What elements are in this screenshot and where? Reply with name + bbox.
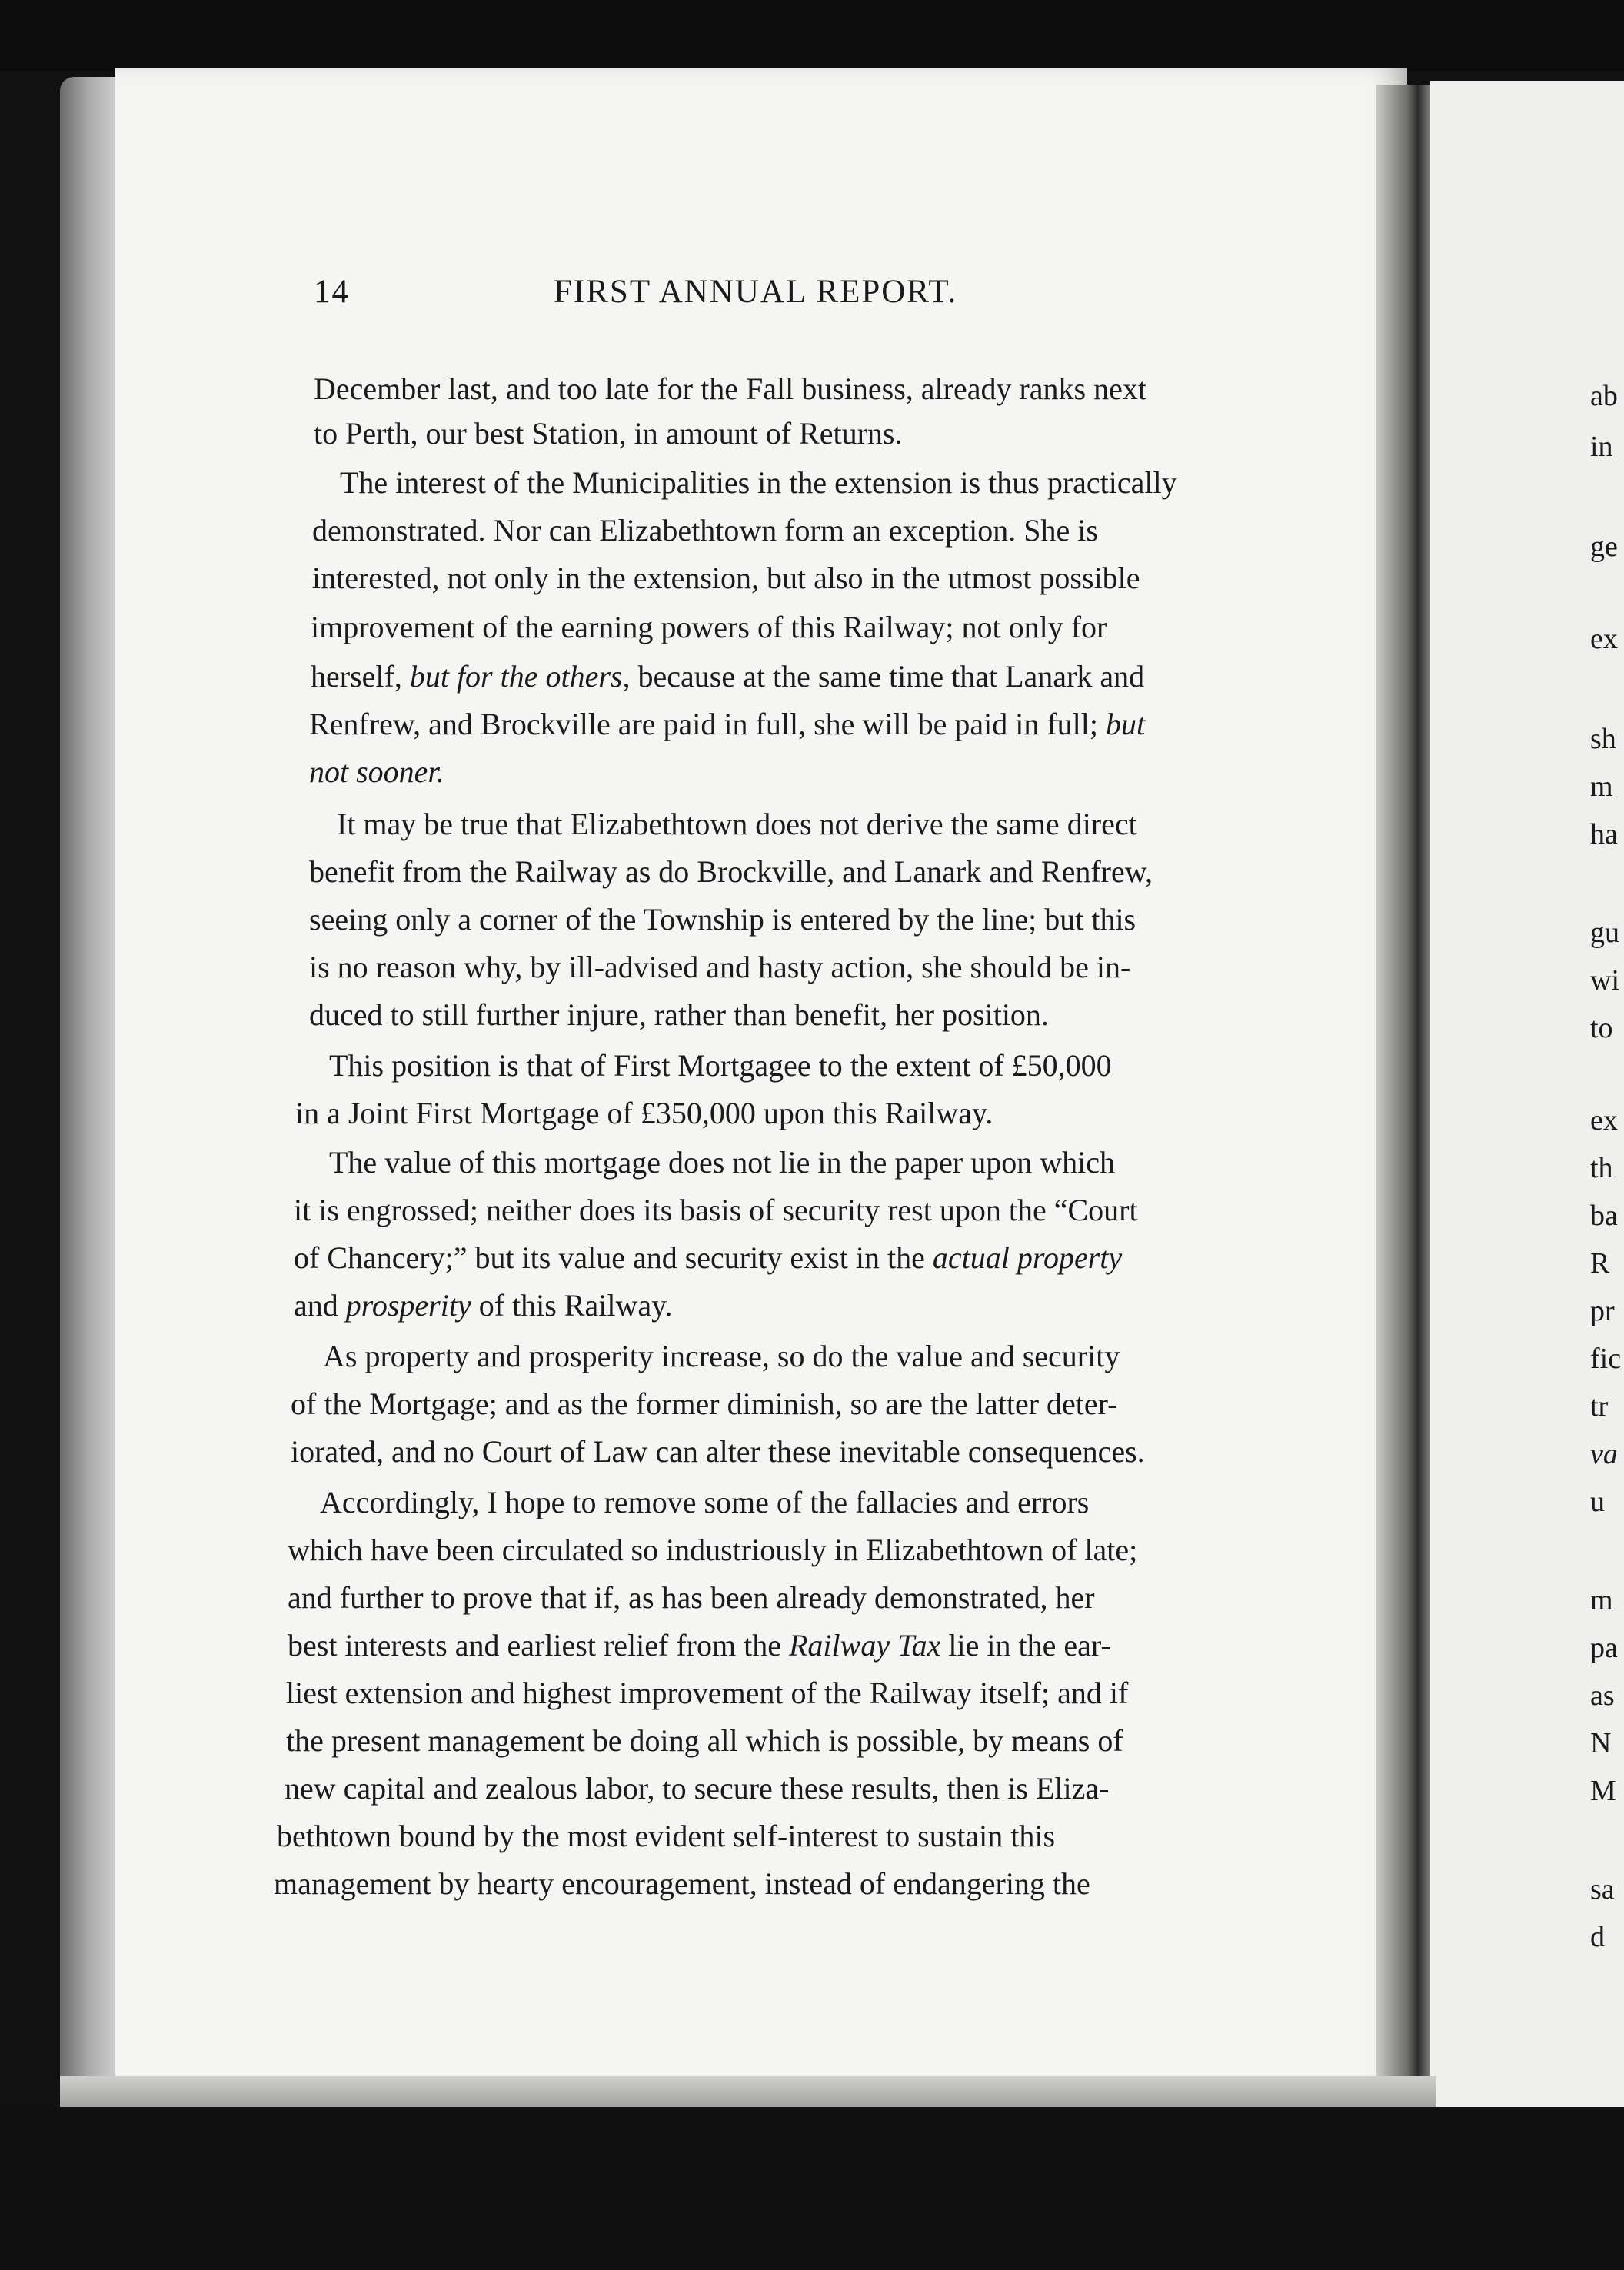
right-page-fragment: pr [1590,1295,1615,1327]
italic-text: prosperity [345,1288,471,1323]
right-page-fragment: ab [1590,380,1618,412]
italic-text: but [1106,707,1146,741]
text-line: it is engrossed; neither does its basis of security rest upon the “Court [294,1193,1138,1227]
right-page-fragment: in [1590,431,1613,463]
right-page-fragment: m [1590,771,1613,803]
text-line: in a Joint First Mortgage of £350,000 upon this Railway. [295,1096,993,1130]
text-line: As property and prosperity increase, so do the value and security [323,1339,1120,1373]
text-line: management by hearty encouragement, instead of endangering the [274,1866,1090,1901]
page-number: 14 [314,274,350,310]
text-span: of Chancery;” but its value and security exist in the [294,1240,925,1275]
text-line: new capital and zealous labor, to secure these results, then is Eliza- [285,1771,1110,1806]
running-title: FIRST ANNUAL REPORT. [554,274,958,310]
text-span: herself, [311,659,402,694]
text-line [311,655,1144,698]
right-page-fragment: pa [1590,1632,1618,1664]
scan-background-bottom [0,2107,1624,2270]
text-line: which have been circulated so industriously in Elizabethtown of late; [288,1533,1138,1567]
text-line: bethtown bound by the most evident self-interest to sustain this [277,1819,1056,1853]
text-line [294,1284,673,1327]
right-page-fragment: M [1590,1775,1616,1807]
text-span: and [294,1288,338,1323]
text-line [294,1237,1122,1280]
text-span: Renfrew, and Brockville are paid in full, she will be paid in full; [309,707,1099,741]
right-page-fragment: gu [1590,917,1619,949]
right-page-fragment: ge [1590,531,1618,563]
text-line: is no reason why, by ill-advised and hasty action, she should be in- [309,950,1131,984]
text-line: improvement of the earning powers of this Railway; not only for [311,610,1107,644]
text-line: to Perth, our best Station, in amount of Returns. [314,416,903,451]
text-line: The interest of the Municipalities in the extension is thus practically [340,465,1177,500]
right-page-fragment: d [1590,1921,1605,1953]
italic-text: actual property [932,1240,1123,1275]
italic-text: not sooner. [309,754,444,789]
scan-background-top [0,0,1624,71]
italic-text: Railway Tax [788,1628,941,1663]
right-page-fragment: to [1590,1012,1613,1044]
text-span: best interests and earliest relief from the [288,1628,781,1663]
text-line [309,751,444,794]
text-line: and further to prove that if, as has been already demonstrated, her [288,1580,1095,1615]
text-line: demonstrated. Nor can Elizabethtown form an exception. She is [312,513,1098,548]
text-span: because at the same time that Lanark and [637,659,1145,694]
right-page-fragment: tr [1590,1390,1609,1423]
right-page-fragment: sa [1590,1873,1615,1906]
right-page-fragment: ha [1590,818,1618,850]
text-line: liest extension and highest improvement of the Railway itself; and if [286,1676,1129,1710]
text-line: This position is that of First Mortgagee to the extent of £50,000 [329,1048,1112,1083]
text-line: Accordingly, I hope to remove some of the fallacies and errors [320,1485,1090,1519]
right-page-fragment: sh [1590,723,1616,755]
right-page-fragment: R [1590,1247,1610,1280]
right-page-fragment: as [1590,1679,1615,1712]
text-line [309,703,1145,746]
text-line [288,1624,1111,1667]
right-page-fragment: N [1590,1727,1612,1759]
right-page-fragment: wi [1590,964,1619,997]
right-page-fragment: ex [1590,623,1618,655]
text-line: It may be true that Elizabethtown does not derive the same direct [337,807,1137,841]
text-span: lie in the ear- [948,1628,1111,1663]
text-line: the present management be doing all which is possible, by means of [286,1723,1123,1758]
italic-text: but for the others, [409,659,631,694]
right-page-fragment: m [1590,1584,1613,1616]
text-span: of this Railway. [478,1288,673,1323]
right-page-fragment: ba [1590,1200,1618,1232]
right-page-fragment: fic [1590,1343,1622,1375]
text-line: seeing only a corner of the Township is entered by the line; but this [309,902,1136,937]
text-line: of the Mortgage; and as the former diminish, so are the latter deter- [291,1386,1118,1421]
text-line: The value of this mortgage does not lie in the paper upon which [329,1145,1115,1180]
text-line: benefit from the Railway as do Brockville, and Lanark and Renfrew, [309,854,1153,889]
right-page-fragment: ex [1590,1104,1618,1137]
right-page-fragment: th [1590,1152,1613,1184]
text-line: duced to still further injure, rather than benefit, her position. [309,997,1049,1032]
right-page-fragment: u [1590,1486,1605,1518]
text-line: interested, not only in the extension, but also in the utmost possible [312,561,1140,595]
right-page-fragment: va [1590,1438,1618,1470]
text-line: iorated, and no Court of Law can alter these inevitable consequences. [291,1434,1145,1469]
text-line: December last, and too late for the Fall business, already ranks next [314,371,1146,406]
